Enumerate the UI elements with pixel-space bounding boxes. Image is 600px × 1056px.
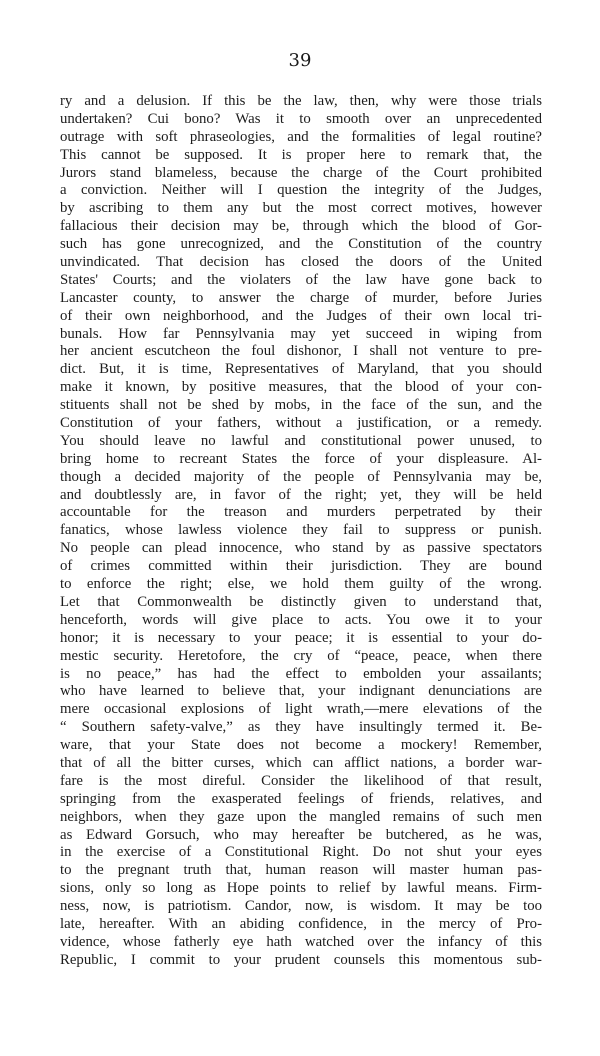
text-line: Constitution of your fathers, without a justification, or a remedy. xyxy=(60,415,542,432)
text-line: ness, now, is patriotism. Candor, now, is wisdom. It may be too xyxy=(60,898,542,915)
text-line: mestic security. Heretofore, the cry of “peace, peace, when there xyxy=(60,647,542,664)
text-line: fare is the most direful. Consider the likelihood of that result, xyxy=(60,772,542,789)
text-line: outrage with soft phraseologies, and the formalities of legal routine? xyxy=(60,128,542,145)
text-line: make it known, by positive measures, that the blood of your con- xyxy=(60,379,542,396)
text-line: to the pregnant truth that, human reason will master human pas- xyxy=(60,862,542,879)
text-line: a conviction. Neither will I question the integrity of the Judges, xyxy=(60,182,542,199)
text-line: is no peace,” has had the effect to embolden your assailants; xyxy=(60,665,542,682)
text-line: bunals. How far Pennsylvania may yet succeed in wiping from xyxy=(60,325,542,342)
text-line: Lancaster county, to answer the charge of murder, before Juries xyxy=(60,289,542,306)
text-line: No people can plead innocence, who stand by as passive spectators xyxy=(60,540,542,557)
text-line: neighbors, when they gaze upon the mangled remains of such men xyxy=(60,808,542,825)
text-line: such has gone unrecognized, and the Constitution of the country xyxy=(60,236,542,253)
text-line: Jurors stand blameless, because the charge of the Court prohibited xyxy=(60,164,542,181)
text-line: You should leave no lawful and constitutional power unused, to xyxy=(60,432,542,449)
text-line: by ascribing to them any but the most correct motives, however xyxy=(60,200,542,217)
text-line: States' Courts; and the violaters of the law have gone back to xyxy=(60,271,542,288)
text-line: unvindicated. That decision has closed the doors of the United xyxy=(60,254,542,271)
text-line: henceforth, words will give place to acts. You owe it to your xyxy=(60,611,542,628)
page-number: 39 xyxy=(288,50,312,71)
text-line: fanatics, whose lawless violence they fail to suppress or punish. xyxy=(60,522,542,539)
text-line: late, hereafter. With an abiding confidence, in the mercy of Pro- xyxy=(60,915,542,932)
text-line: to enforce the right; else, we hold them guilty of the wrong. xyxy=(60,576,542,593)
text-line: “ Southern safety-valve,” as they have insultingly termed it. Be- xyxy=(60,719,542,736)
text-line: Republic, I commit to your prudent counsels this momentous sub- xyxy=(60,951,542,968)
text-line: of their own neighborhood, and the Judges of their own local tri- xyxy=(60,307,542,324)
text-line: that of all the bitter curses, which can afflict nations, a border war- xyxy=(60,754,542,771)
text-line: fallacious their decision may be, through which the blood of Gor- xyxy=(60,218,542,235)
text-line: of crimes committed within their jurisdiction. They are bound xyxy=(60,558,542,575)
text-line: springing from the exasperated feelings of friends, relatives, and xyxy=(60,790,542,807)
text-line: who have learned to believe that, your indignant denunciations are xyxy=(60,683,542,700)
text-line: This cannot be supposed. It is proper here to remark that, the xyxy=(60,146,542,163)
text-line: honor; it is necessary to your peace; it is essential to your do- xyxy=(60,629,542,646)
text-line: as Edward Gorsuch, who may hereafter be butchered, as he was, xyxy=(60,826,542,843)
text-line: though a decided majority of the people of Pennsylvania may be, xyxy=(60,468,542,485)
text-line: and doubtlessly are, in favor of the right; yet, they will be held xyxy=(60,486,542,503)
text-line: sions, only so long as Hope points to relief by lawful means. Firm- xyxy=(60,880,542,897)
text-line: ware, that your State does not become a mockery! Remember, xyxy=(60,737,542,754)
text-line: her ancient escutcheon the foul dishonor, I shall not venture to pre- xyxy=(60,343,542,360)
body-text xyxy=(60,93,542,970)
text-line: undertaken? Cui bono? Was it to smooth over an unprecedented xyxy=(60,110,542,127)
text-line: vidence, whose fatherly eye hath watched over the infancy of this xyxy=(60,933,542,950)
text-line: bring home to recreant States the force of your displeasure. Al- xyxy=(60,450,542,467)
text-line: ry and a delusion. If this be the law, then, why were those trials xyxy=(60,93,542,109)
text-line: mere occasional explosions of light wrath,—mere elevations of the xyxy=(60,701,542,718)
text-line: in the exercise of a Constitutional Right. Do not shut your eyes xyxy=(60,844,542,861)
text-line: Let that Commonwealth be distinctly given to understand that, xyxy=(60,593,542,610)
text-line: accountable for the treason and murders perpetrated by their xyxy=(60,504,542,521)
text-line: dict. But, it is time, Representatives of Maryland, that you should xyxy=(60,361,542,378)
text-line: stituents shall not be shed by mobs, in the face of the sun, and the xyxy=(60,397,542,414)
